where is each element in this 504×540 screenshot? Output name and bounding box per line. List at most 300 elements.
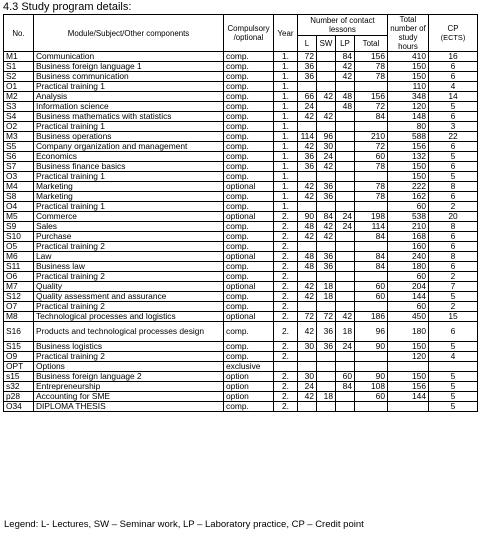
row-sw	[317, 382, 336, 392]
row-type: comp.	[224, 192, 274, 202]
row-module: Marketing	[34, 182, 224, 192]
row-total: 156	[355, 92, 388, 102]
table-row	[4, 202, 478, 212]
row-lp	[336, 292, 355, 302]
row-code: O9	[4, 352, 34, 362]
row-lp: 24	[336, 212, 355, 222]
row-code: S1	[4, 62, 34, 72]
row-sw: 24	[317, 152, 336, 162]
row-l: 42	[298, 192, 317, 202]
row-lp	[336, 112, 355, 122]
table-row	[4, 182, 478, 192]
row-l	[298, 82, 317, 92]
table-row	[4, 312, 478, 322]
row-lp	[336, 242, 355, 252]
row-module: Purchase	[34, 232, 224, 242]
table-row	[4, 282, 478, 292]
table-row	[4, 302, 478, 312]
row-cp: 5	[429, 152, 478, 162]
row-lp: 24	[336, 222, 355, 232]
row-lp	[336, 352, 355, 362]
row-study-hours: 150	[388, 72, 429, 82]
table-row	[4, 262, 478, 272]
row-cp: 6	[429, 162, 478, 172]
row-total: 72	[355, 142, 388, 152]
row-year: 1.	[274, 62, 298, 72]
row-year: 2.	[274, 212, 298, 222]
row-code: M5	[4, 212, 34, 222]
row-type: comp.	[224, 92, 274, 102]
row-code: S11	[4, 262, 34, 272]
table-row	[4, 352, 478, 362]
row-l	[298, 242, 317, 252]
row-total: 210	[355, 132, 388, 142]
row-module: Practical training 1	[34, 122, 224, 132]
legend: Legend: L- Lectures, SW – Seminar work, LP – Laboratory practice, CP – Credit point	[4, 519, 364, 530]
row-code: S12	[4, 292, 34, 302]
row-total: 60	[355, 292, 388, 302]
row-module: Practical training 2	[34, 242, 224, 252]
row-type: option	[224, 382, 274, 392]
row-code: M3	[4, 132, 34, 142]
row-year: 1.	[274, 172, 298, 182]
row-study-hours: 450	[388, 312, 429, 322]
row-cp: 14	[429, 92, 478, 102]
table-row	[4, 362, 478, 372]
row-sw: 42	[317, 112, 336, 122]
row-year: 2.	[274, 222, 298, 232]
row-study-hours: 168	[388, 232, 429, 242]
row-type: optional	[224, 312, 274, 322]
row-lp	[336, 362, 355, 372]
row-total	[355, 352, 388, 362]
row-study-hours: 110	[388, 82, 429, 92]
row-year: 1.	[274, 82, 298, 92]
row-year: 2.	[274, 232, 298, 242]
row-module: Practical training 2	[34, 302, 224, 312]
row-l	[298, 202, 317, 212]
row-type: comp.	[224, 242, 274, 252]
header-year: Year	[274, 15, 298, 52]
row-type: comp.	[224, 402, 274, 412]
table-row	[4, 162, 478, 172]
row-cp: 5	[429, 392, 478, 402]
row-study-hours: 210	[388, 222, 429, 232]
row-type: comp.	[224, 112, 274, 122]
row-cp: 2	[429, 202, 478, 212]
row-type: comp.	[224, 172, 274, 182]
row-type: comp.	[224, 72, 274, 82]
row-module: Communication	[34, 52, 224, 62]
row-total: 78	[355, 72, 388, 82]
row-cp: 5	[429, 102, 478, 112]
row-code: OPT	[4, 362, 34, 372]
table-row	[4, 252, 478, 262]
header-no: No.	[4, 15, 34, 52]
row-sw: 36	[317, 322, 336, 342]
row-sw: 96	[317, 132, 336, 142]
table-row	[4, 72, 478, 82]
row-year: 2.	[274, 282, 298, 292]
table-row	[4, 132, 478, 142]
row-code: S2	[4, 72, 34, 82]
row-study-hours: 180	[388, 262, 429, 272]
row-total: 114	[355, 222, 388, 232]
row-total	[355, 82, 388, 92]
table-row	[4, 212, 478, 222]
row-total: 78	[355, 62, 388, 72]
row-total: 60	[355, 392, 388, 402]
row-module: Company organization and management	[34, 142, 224, 152]
header-module: Module/Subject/Other components	[34, 15, 224, 52]
row-study-hours: 60	[388, 272, 429, 282]
row-sw	[317, 62, 336, 72]
row-code: M2	[4, 92, 34, 102]
row-module: Practical training 2	[34, 272, 224, 282]
row-module: Sales	[34, 222, 224, 232]
row-total: 78	[355, 162, 388, 172]
row-cp	[429, 362, 478, 372]
row-module: Business law	[34, 262, 224, 272]
row-module: Information science	[34, 102, 224, 112]
row-sw: 42	[317, 232, 336, 242]
row-code: s15	[4, 372, 34, 382]
table-row	[4, 102, 478, 112]
table-row	[4, 122, 478, 132]
row-module: Technological processes and logistics	[34, 312, 224, 322]
row-code: S4	[4, 112, 34, 122]
row-year: 2.	[274, 242, 298, 252]
table-row	[4, 382, 478, 392]
row-year: 2.	[274, 262, 298, 272]
row-module: Law	[34, 252, 224, 262]
row-type: comp.	[224, 352, 274, 362]
row-code: O34	[4, 402, 34, 412]
row-cp: 6	[429, 242, 478, 252]
row-cp: 6	[429, 72, 478, 82]
row-total: 78	[355, 182, 388, 192]
row-sw: 72	[317, 312, 336, 322]
row-total: 84	[355, 262, 388, 272]
row-total	[355, 202, 388, 212]
header-sw: SW	[317, 36, 336, 52]
row-year: 2.	[274, 372, 298, 382]
row-sw	[317, 102, 336, 112]
row-code: S5	[4, 142, 34, 152]
row-l: 30	[298, 372, 317, 382]
row-cp: 6	[429, 112, 478, 122]
row-total	[355, 272, 388, 282]
row-year: 2.	[274, 272, 298, 282]
table-row	[4, 322, 478, 342]
table-row	[4, 222, 478, 232]
row-type: comp.	[224, 142, 274, 152]
row-total: 60	[355, 152, 388, 162]
row-year: 2.	[274, 352, 298, 362]
row-study-hours: 150	[388, 372, 429, 382]
row-year: 2.	[274, 292, 298, 302]
row-study-hours: 348	[388, 92, 429, 102]
row-total: 78	[355, 192, 388, 202]
row-type: comp.	[224, 292, 274, 302]
row-module: Business finance basics	[34, 162, 224, 172]
row-study-hours: 160	[388, 242, 429, 252]
row-l	[298, 122, 317, 132]
row-l: 42	[298, 142, 317, 152]
row-l: 30	[298, 342, 317, 352]
table-row	[4, 342, 478, 352]
row-code: O3	[4, 172, 34, 182]
row-l: 66	[298, 92, 317, 102]
row-year: 1.	[274, 132, 298, 142]
row-l: 42	[298, 182, 317, 192]
row-l: 36	[298, 152, 317, 162]
header-l: L	[298, 36, 317, 52]
row-sw	[317, 352, 336, 362]
row-study-hours: 222	[388, 182, 429, 192]
row-type: comp.	[224, 232, 274, 242]
row-type: exclusive	[224, 362, 274, 372]
row-l: 48	[298, 262, 317, 272]
row-study-hours	[388, 362, 429, 372]
table-row	[4, 292, 478, 302]
row-lp	[336, 82, 355, 92]
row-study-hours: 240	[388, 252, 429, 262]
row-year: 1.	[274, 52, 298, 62]
row-module: Accounting for SME	[34, 392, 224, 402]
row-cp: 2	[429, 272, 478, 282]
row-total	[355, 242, 388, 252]
row-sw	[317, 302, 336, 312]
row-year: 1.	[274, 92, 298, 102]
row-cp: 20	[429, 212, 478, 222]
row-sw	[317, 272, 336, 282]
row-sw: 36	[317, 182, 336, 192]
row-lp: 48	[336, 102, 355, 112]
row-lp	[336, 172, 355, 182]
row-sw	[317, 402, 336, 412]
row-lp	[336, 182, 355, 192]
row-study-hours: 410	[388, 52, 429, 62]
row-sw: 36	[317, 192, 336, 202]
study-program-table	[3, 14, 478, 412]
row-type: comp.	[224, 202, 274, 212]
row-sw	[317, 242, 336, 252]
row-total: 60	[355, 282, 388, 292]
row-l: 24	[298, 102, 317, 112]
row-l: 42	[298, 322, 317, 342]
row-type: option	[224, 392, 274, 402]
row-code: S9	[4, 222, 34, 232]
row-total	[355, 122, 388, 132]
table-row	[4, 272, 478, 282]
row-year: 1.	[274, 142, 298, 152]
section-heading: 4.3 Study program details:	[3, 1, 132, 13]
row-code: S3	[4, 102, 34, 112]
row-l: 42	[298, 282, 317, 292]
row-sw: 42	[317, 92, 336, 102]
row-year: 2.	[274, 342, 298, 352]
row-lp: 24	[336, 342, 355, 352]
row-lp	[336, 142, 355, 152]
row-sw: 36	[317, 262, 336, 272]
row-code: M8	[4, 312, 34, 322]
row-module: Practical training 1	[34, 82, 224, 92]
row-study-hours: 150	[388, 162, 429, 172]
row-total	[355, 302, 388, 312]
row-study-hours: 180	[388, 322, 429, 342]
row-type: optional	[224, 282, 274, 292]
row-type: optional	[224, 212, 274, 222]
row-code: M7	[4, 282, 34, 292]
row-study-hours: 588	[388, 132, 429, 142]
row-cp: 22	[429, 132, 478, 142]
row-code: M6	[4, 252, 34, 262]
row-cp: 5	[429, 372, 478, 382]
row-lp: 18	[336, 322, 355, 342]
row-code: p28	[4, 392, 34, 402]
row-module: Practical training 1	[34, 202, 224, 212]
row-year: 2.	[274, 312, 298, 322]
row-sw	[317, 362, 336, 372]
row-sw	[317, 82, 336, 92]
row-year: 1.	[274, 72, 298, 82]
row-study-hours: 150	[388, 172, 429, 182]
table-row	[4, 192, 478, 202]
row-sw	[317, 52, 336, 62]
row-year: 1.	[274, 152, 298, 162]
row-year: 1.	[274, 192, 298, 202]
row-module: Business communication	[34, 72, 224, 82]
table-row	[4, 92, 478, 102]
row-sw: 42	[317, 222, 336, 232]
row-code: S6	[4, 152, 34, 162]
row-l: 72	[298, 52, 317, 62]
row-lp: 42	[336, 312, 355, 322]
row-total: 84	[355, 112, 388, 122]
row-l: 90	[298, 212, 317, 222]
row-code: M4	[4, 182, 34, 192]
row-study-hours: 162	[388, 192, 429, 202]
header-study-hours: Total number of study hours	[388, 15, 429, 52]
row-l: 42	[298, 232, 317, 242]
header-cp-label: CP	[447, 24, 459, 33]
row-code: O7	[4, 302, 34, 312]
row-l: 48	[298, 252, 317, 262]
row-type: comp.	[224, 152, 274, 162]
row-type: comp.	[224, 62, 274, 72]
row-total: 186	[355, 312, 388, 322]
header-total: Total	[355, 36, 388, 52]
row-sw	[317, 372, 336, 382]
row-module: Options	[34, 362, 224, 372]
row-cp: 6	[429, 322, 478, 342]
row-year: 1.	[274, 122, 298, 132]
row-l	[298, 352, 317, 362]
row-year: 2.	[274, 322, 298, 342]
row-module: Business logistics	[34, 342, 224, 352]
row-study-hours: 144	[388, 292, 429, 302]
row-year: 1.	[274, 202, 298, 212]
table-row	[4, 242, 478, 252]
row-lp	[336, 302, 355, 312]
row-sw	[317, 172, 336, 182]
row-lp	[336, 272, 355, 282]
row-study-hours: 60	[388, 302, 429, 312]
row-total: 72	[355, 102, 388, 112]
row-l	[298, 402, 317, 412]
row-module: Economics	[34, 152, 224, 162]
row-cp: 4	[429, 82, 478, 92]
row-module: Business foreign language 1	[34, 62, 224, 72]
row-year: 2.	[274, 402, 298, 412]
row-total: 84	[355, 232, 388, 242]
row-year: 1.	[274, 162, 298, 172]
row-l: 24	[298, 382, 317, 392]
row-total: 108	[355, 382, 388, 392]
row-lp	[336, 202, 355, 212]
row-module: Commerce	[34, 212, 224, 222]
row-year: 2.	[274, 382, 298, 392]
row-l: 36	[298, 62, 317, 72]
header-lp: LP	[336, 36, 355, 52]
table-row	[4, 402, 478, 412]
row-cp: 5	[429, 342, 478, 352]
row-study-hours	[388, 402, 429, 412]
row-sw: 36	[317, 252, 336, 262]
row-cp: 6	[429, 142, 478, 152]
row-sw: 18	[317, 292, 336, 302]
row-lp: 42	[336, 62, 355, 72]
row-lp	[336, 152, 355, 162]
row-type: optional	[224, 182, 274, 192]
row-lp	[336, 402, 355, 412]
row-code: S16	[4, 322, 34, 342]
table-row	[4, 152, 478, 162]
row-total	[355, 402, 388, 412]
row-type: comp.	[224, 222, 274, 232]
header-row-1	[4, 15, 478, 36]
row-code: S10	[4, 232, 34, 242]
header-compulsory: Compulsory /optional	[224, 15, 274, 52]
table-row	[4, 172, 478, 182]
row-code: M1	[4, 52, 34, 62]
row-sw: 30	[317, 142, 336, 152]
row-lp	[336, 392, 355, 402]
row-lp: 42	[336, 72, 355, 82]
table-row	[4, 52, 478, 62]
row-lp	[336, 122, 355, 132]
row-cp: 5	[429, 382, 478, 392]
row-study-hours: 144	[388, 392, 429, 402]
row-year: 2.	[274, 302, 298, 312]
row-cp: 4	[429, 352, 478, 362]
row-lp: 60	[336, 372, 355, 382]
row-sw: 42	[317, 162, 336, 172]
row-cp: 15	[429, 312, 478, 322]
row-cp: 6	[429, 232, 478, 242]
row-module: Products and technological processes design	[34, 322, 224, 342]
row-l	[298, 302, 317, 312]
row-sw: 18	[317, 392, 336, 402]
row-sw	[317, 72, 336, 82]
row-cp: 5	[429, 292, 478, 302]
row-total: 90	[355, 372, 388, 382]
row-study-hours: 120	[388, 352, 429, 362]
row-code: O6	[4, 272, 34, 282]
row-code: s32	[4, 382, 34, 392]
row-study-hours: 132	[388, 152, 429, 162]
